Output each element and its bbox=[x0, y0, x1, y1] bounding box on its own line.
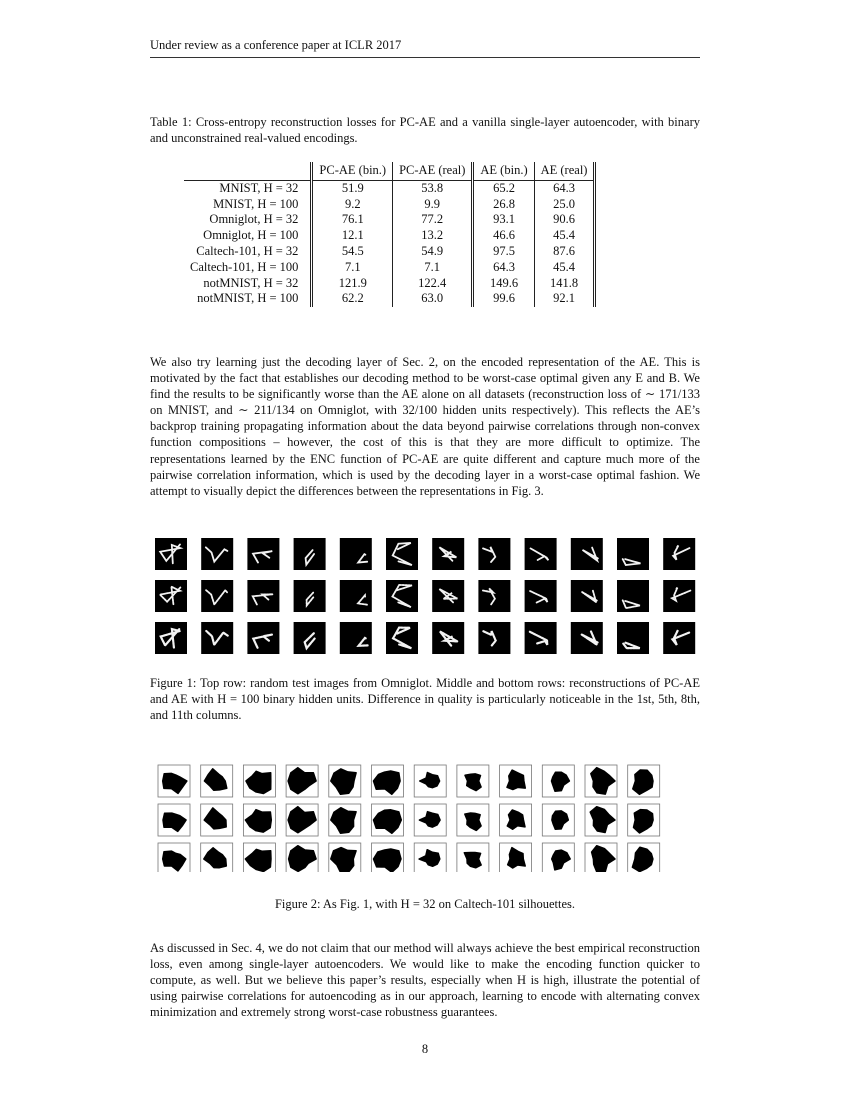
silhouette-sample bbox=[243, 843, 275, 872]
table-cell: 12.1 bbox=[312, 228, 393, 244]
omniglot-sample bbox=[525, 580, 557, 612]
silhouette-sample bbox=[585, 804, 617, 836]
omniglot-sample bbox=[571, 580, 603, 612]
silhouette-sample bbox=[500, 804, 532, 836]
omniglot-sample bbox=[432, 538, 464, 570]
running-header: Under review as a conference paper at ICLR 2017 bbox=[150, 38, 700, 58]
figure2-caption: Figure 2: As Fig. 1, with H = 32 on Caltech-101 silhouettes. bbox=[274, 897, 576, 911]
table-cell: 90.6 bbox=[534, 212, 595, 228]
table-body bbox=[184, 180, 595, 307]
silhouette-sample bbox=[414, 765, 446, 797]
omniglot-sample bbox=[340, 622, 372, 654]
omniglot-sample bbox=[340, 538, 372, 570]
omniglot-sample bbox=[340, 580, 372, 612]
table-cell: 13.2 bbox=[421, 228, 444, 243]
table1-caption: Table 1: Cross-entropy reconstruction losses for PC-AE and a vanilla single-layer autoencoder, with binary and unconstrained real-valued encodings. bbox=[150, 115, 700, 145]
table-row bbox=[184, 276, 595, 292]
silhouette-sample bbox=[414, 843, 446, 872]
silhouette-sample bbox=[542, 804, 574, 836]
table-cell: 76.1 bbox=[312, 212, 393, 228]
omniglot-sample bbox=[201, 580, 233, 612]
row-label: notMNIST, H = 100 bbox=[197, 291, 299, 306]
silhouette-sample bbox=[414, 804, 446, 836]
omniglot-sample bbox=[571, 622, 603, 654]
omniglot-sample bbox=[432, 580, 464, 612]
col-header: AE (bin.) bbox=[473, 162, 534, 180]
results-table bbox=[184, 162, 596, 307]
figure1-image-grid bbox=[0, 534, 850, 662]
omniglot-sample bbox=[386, 580, 418, 612]
table-corner bbox=[184, 162, 312, 180]
omniglot-sample bbox=[432, 622, 464, 654]
table-row bbox=[184, 212, 595, 228]
row-label: MNIST, H = 100 bbox=[213, 196, 299, 211]
row-label: Caltech-101, H = 32 bbox=[196, 243, 299, 258]
silhouette-sample bbox=[542, 765, 574, 797]
row-label: MNIST, H = 32 bbox=[184, 180, 312, 196]
omniglot-sample bbox=[571, 538, 603, 570]
omniglot-sample bbox=[478, 622, 510, 654]
omniglot-sample bbox=[525, 538, 557, 570]
table-cell: 63.0 bbox=[421, 291, 444, 306]
table-cell: 64.3 bbox=[534, 180, 595, 196]
table-cell: 9.9 bbox=[424, 196, 441, 211]
table-cell: 87.6 bbox=[534, 244, 595, 260]
silhouette-sample bbox=[329, 843, 361, 872]
omniglot-sample bbox=[294, 622, 326, 654]
silhouette-sample bbox=[585, 765, 617, 797]
omniglot-sample bbox=[155, 538, 187, 570]
row-label: Caltech-101, H = 100 bbox=[190, 259, 299, 274]
omniglot-sample bbox=[617, 538, 649, 570]
page-number: 8 bbox=[421, 1042, 429, 1056]
col-header: PC-AE (real) bbox=[393, 162, 473, 180]
omniglot-sample bbox=[525, 622, 557, 654]
table-cell: 45.4 bbox=[534, 228, 595, 244]
table-row bbox=[184, 291, 595, 307]
omniglot-sample bbox=[247, 622, 279, 654]
table-row bbox=[184, 228, 595, 244]
col-header: PC-AE (bin.) bbox=[312, 162, 393, 180]
omniglot-sample bbox=[386, 538, 418, 570]
omniglot-sample bbox=[617, 580, 649, 612]
omniglot-sample bbox=[201, 538, 233, 570]
table-cell: 97.5 bbox=[473, 244, 534, 260]
silhouette-sample bbox=[628, 765, 660, 797]
silhouette-sample bbox=[243, 765, 275, 797]
table-cell: 77.2 bbox=[421, 212, 444, 227]
paragraph-decoding: We also try learning just the decoding layer of Sec. 2, on the encoded representation of the AE. This is motivated by the fact that establishes our decoding method to be worst-case optimal given any E and B. We find the results to be significantly worse than the AE alone on all datasets (reconstruction loss of ∼ 171/133 on MNIST, and ∼ 211/134 on Omniglot, with 32/100 hidden units respectively). This reflects the AE’s backprop training propagating information about the data beyond pairwise correlations through non-convex function compositions – however, the cost of this is that they are more difficult to optimize. The representations learned by the ENC function of PC-AE are quite different and capture much more of the pairwise correlation information, which is used by the decoding layer in a worst-case optimal fashion. We attempt to visually depict the differences between the representations in Fig. 3. bbox=[150, 355, 700, 498]
silhouette-sample bbox=[158, 765, 190, 797]
table-cell: 25.0 bbox=[534, 197, 595, 213]
omniglot-sample bbox=[478, 580, 510, 612]
table-cell: 99.6 bbox=[473, 291, 534, 307]
table-row bbox=[184, 197, 595, 213]
silhouette-sample bbox=[329, 765, 361, 797]
silhouette-sample bbox=[286, 804, 318, 836]
omniglot-sample bbox=[663, 580, 695, 612]
omniglot-sample bbox=[294, 538, 326, 570]
omniglot-sample bbox=[247, 538, 279, 570]
table-cell: 93.1 bbox=[473, 212, 534, 228]
omniglot-sample bbox=[294, 580, 326, 612]
col-header: AE (real) bbox=[534, 162, 595, 180]
silhouette-sample bbox=[372, 765, 404, 797]
row-label: Omniglot, H = 100 bbox=[203, 228, 299, 243]
silhouette-sample bbox=[372, 843, 404, 872]
table-cell: 7.1 bbox=[312, 260, 393, 276]
omniglot-sample bbox=[663, 622, 695, 654]
silhouette-sample bbox=[542, 843, 574, 872]
table-cell: 64.3 bbox=[473, 260, 534, 276]
silhouette-sample bbox=[628, 843, 660, 872]
table-cell: 92.1 bbox=[534, 291, 595, 307]
table-cell: 54.9 bbox=[421, 243, 444, 258]
table-cell: 7.1 bbox=[424, 259, 441, 274]
silhouette-sample bbox=[329, 804, 361, 836]
silhouette-sample bbox=[500, 843, 532, 872]
table-cell: 121.9 bbox=[312, 276, 393, 292]
table-cell: 9.2 bbox=[312, 197, 393, 213]
omniglot-sample bbox=[201, 622, 233, 654]
silhouette-sample bbox=[628, 804, 660, 836]
silhouette-sample bbox=[500, 765, 532, 797]
silhouette-sample bbox=[286, 843, 318, 872]
table-cell: 26.8 bbox=[473, 197, 534, 213]
table-row bbox=[184, 244, 595, 260]
omniglot-sample bbox=[478, 538, 510, 570]
omniglot-sample bbox=[386, 622, 418, 654]
table-cell: 54.5 bbox=[312, 244, 393, 260]
table-cell: 62.2 bbox=[312, 291, 393, 307]
row-label: Omniglot, H = 32 bbox=[209, 212, 299, 227]
figure1-caption: Figure 1: Top row: random test images from Omniglot. Middle and bottom rows: reconstructions of PC-AE and AE with H = 100 binary hidden units. Difference in quality is particularly noticeable in the 1st, 5th, 8th, and 11th columns. bbox=[150, 676, 700, 722]
paragraph-discussion: As discussed in Sec. 4, we do not claim that our method will always achieve the best empirical reconstruction loss, even among single-layer autoencoders. We would like to make the encoding function quicker to compute, as well. But we believe this paper’s results, especially when H is high, illustrate the potential of using pairwise correlations for autoencoding as in our approach, learning to encode with alternating convex minimization and extremely strong worst-case robustness guarantees. bbox=[150, 941, 700, 1020]
omniglot-sample bbox=[617, 622, 649, 654]
table-cell: 141.8 bbox=[534, 276, 595, 292]
silhouette-sample bbox=[457, 843, 489, 872]
omniglot-sample bbox=[663, 538, 695, 570]
silhouette-sample bbox=[158, 843, 190, 872]
table-row bbox=[184, 180, 595, 196]
table-cell: 51.9 bbox=[312, 180, 393, 196]
silhouette-sample bbox=[457, 804, 489, 836]
table-cell: 149.6 bbox=[473, 276, 534, 292]
table-cell: 45.4 bbox=[534, 260, 595, 276]
silhouette-sample bbox=[201, 843, 233, 872]
table-cell: 65.2 bbox=[473, 180, 534, 196]
figure2-image-grid bbox=[0, 762, 850, 872]
row-label: notMNIST, H = 32 bbox=[203, 275, 299, 290]
silhouette-sample bbox=[372, 804, 404, 836]
silhouette-sample bbox=[201, 765, 233, 797]
silhouette-sample bbox=[201, 804, 233, 836]
silhouette-sample bbox=[158, 804, 190, 836]
silhouette-sample bbox=[585, 843, 617, 872]
silhouette-sample bbox=[286, 765, 318, 797]
omniglot-sample bbox=[155, 622, 187, 654]
omniglot-sample bbox=[247, 580, 279, 612]
table-cell: 122.4 bbox=[418, 275, 447, 290]
silhouette-sample bbox=[243, 804, 275, 836]
silhouette-sample bbox=[457, 765, 489, 797]
omniglot-sample bbox=[155, 580, 187, 612]
table-cell: 53.8 bbox=[393, 180, 473, 196]
table-row bbox=[184, 260, 595, 276]
table-cell: 46.6 bbox=[473, 228, 534, 244]
